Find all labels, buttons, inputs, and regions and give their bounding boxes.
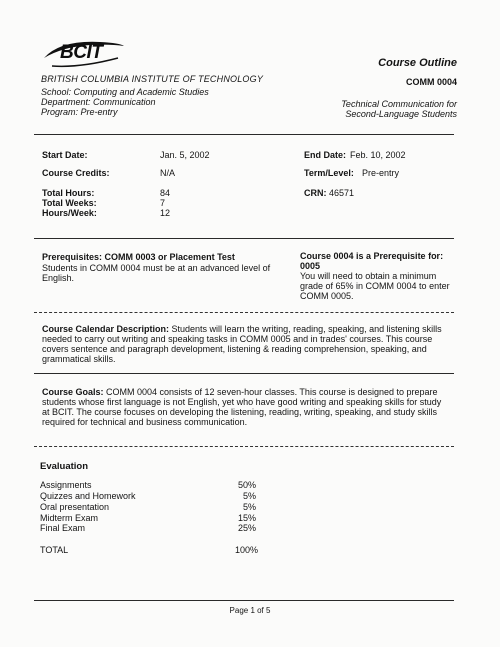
course-title-line-1: Technical Communication for xyxy=(341,99,457,109)
divider xyxy=(34,238,454,239)
goals-line-4: required for technical and business communication. xyxy=(42,417,248,427)
bcit-logo xyxy=(40,38,128,70)
prereq-text-2: English. xyxy=(42,273,75,283)
evaluation-row xyxy=(40,480,256,490)
footer-divider xyxy=(34,600,454,601)
prereq-for-text-1: You will need to obtain a minimum xyxy=(300,271,437,281)
hours-week-label: Hours/Week: xyxy=(42,208,97,218)
evaluation-row xyxy=(40,523,256,533)
evaluation-item-value: 50% xyxy=(237,480,256,490)
prereq-for-text-2: grade of 65% in COMM 0004 to enter xyxy=(300,281,450,291)
divider xyxy=(34,312,454,313)
evaluation-item-value: 5% xyxy=(242,502,256,512)
term-value: Pre-entry xyxy=(362,168,400,178)
course-code: COMM 0004 xyxy=(405,77,457,87)
goals-line-3: at BCIT. The course focuses on developing the listening, reading, writing, speaking, and study skills xyxy=(42,407,438,417)
term-label: Term/Level: xyxy=(304,168,354,178)
evaluation-total-label: TOTAL xyxy=(40,545,69,555)
credits-value: N/A xyxy=(160,168,176,178)
divider xyxy=(34,134,454,135)
calendar-line-2: needed to carry out writing and speaking tasks in COMM 0005 and in trades' courses. This course xyxy=(42,334,433,344)
total-hours-value: 84 xyxy=(160,188,171,198)
evaluation-total-value: 100% xyxy=(234,545,258,555)
calendar-line-1: Students will learn the writing, reading, speaking, and listening skills xyxy=(169,324,442,334)
goals-line-2: students whose first language is not English, yet who have good writing and speaking skills for study xyxy=(42,397,442,407)
evaluation-row xyxy=(40,491,256,501)
evaluation-row xyxy=(40,513,256,523)
total-weeks-value: 7 xyxy=(160,198,166,208)
divider xyxy=(34,373,454,374)
calendar-description xyxy=(42,324,442,334)
department-line: Department: Communication xyxy=(41,97,156,107)
goals-line-1: COMM 0004 consists of 12 seven-hour classes. This course is designed to prepare xyxy=(103,387,438,397)
evaluation-item-name: Assignments xyxy=(40,480,92,490)
program-line: Program: Pre-entry xyxy=(41,107,118,117)
evaluation-row xyxy=(40,502,256,512)
evaluation-item-name: Final Exam xyxy=(40,523,86,533)
evaluation-item-value: 25% xyxy=(237,523,256,533)
prereq-text-1: Students in COMM 0004 must be at an advanced level of xyxy=(42,263,271,273)
prereq-label: Prerequisites: COMM 0003 or Placement Test xyxy=(42,252,235,262)
total-hours-label: Total Hours: xyxy=(42,188,95,198)
divider xyxy=(34,446,454,447)
start-date-label: Start Date: xyxy=(42,150,88,160)
total-weeks-label: Total Weeks: xyxy=(42,198,97,208)
calendar-line-4: grammatical skills. xyxy=(42,354,116,364)
crn-value: 46571 xyxy=(329,188,355,198)
school-line: School: Computing and Academic Studies xyxy=(41,87,209,97)
evaluation-item-name: Midterm Exam xyxy=(40,513,99,523)
crn-label: CRN: xyxy=(304,188,327,198)
goals-label: Course Goals: xyxy=(42,387,104,397)
page-number: Page 1 of 5 xyxy=(229,606,271,615)
calendar-label: Course Calendar Description: xyxy=(42,324,170,334)
end-date-label: End Date: xyxy=(304,150,347,160)
start-date-value: Jan. 5, 2002 xyxy=(160,150,210,160)
course-goals xyxy=(42,387,438,397)
logo-text: BCIT xyxy=(60,42,103,63)
evaluation-item-value: 5% xyxy=(242,491,256,501)
evaluation-title: Evaluation xyxy=(40,461,89,472)
hours-week-value: 12 xyxy=(160,208,171,218)
calendar-line-3: covers sentence and paragraph development, listening & reading comprehension, speaking, and xyxy=(42,344,427,354)
course-title-line-2: Second-Language Students xyxy=(345,109,457,119)
end-date-value: Feb. 10, 2002 xyxy=(350,150,406,160)
evaluation-item-name: Quizzes and Homework xyxy=(40,491,136,501)
credits-label: Course Credits: xyxy=(42,168,110,178)
evaluation-item-value: 15% xyxy=(237,513,256,523)
prereq-for-title-2: 0005 xyxy=(300,261,321,271)
doc-type: Course Outline xyxy=(378,57,457,69)
prereq-for-text-3: COMM 0005. xyxy=(300,291,354,301)
prereq-for-title-1: Course 0004 is a Prerequisite for: xyxy=(300,251,444,261)
evaluation-item-name: Oral presentation xyxy=(40,502,110,512)
evaluation-total-row xyxy=(40,545,256,555)
institute-name: BRITISH COLUMBIA INSTITUTE OF TECHNOLOGY xyxy=(41,74,264,84)
